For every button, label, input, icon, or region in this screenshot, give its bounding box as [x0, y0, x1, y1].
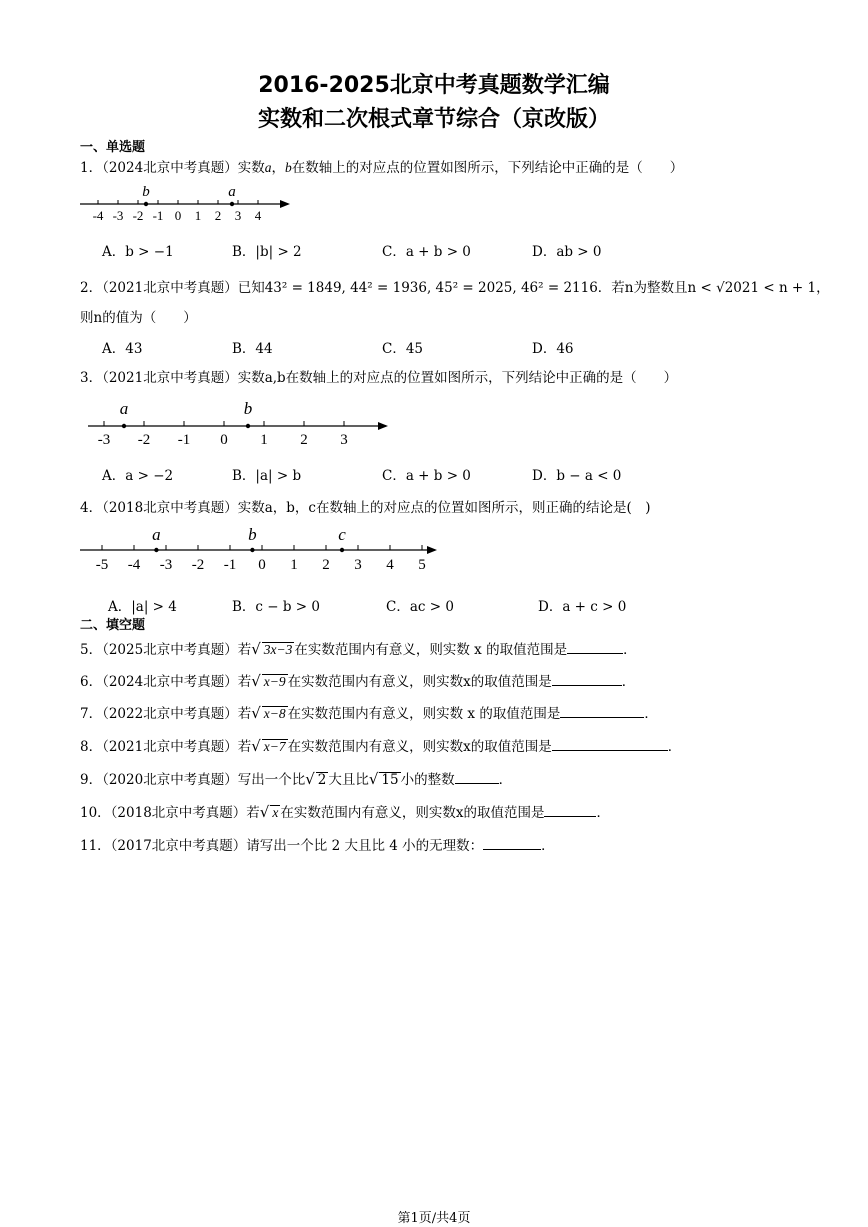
tick-label: -3	[159, 557, 173, 573]
point-b-dot	[246, 424, 250, 428]
q3-option-d[interactable]: D．b − a < 0	[532, 468, 622, 484]
answer-blank-q11[interactable]	[483, 835, 541, 850]
question-2-stem: 2．（2021北京中考真题）已知43² = 1849, 44² = 1936, 45² = 2025, 46² = 2116．若n为整数且n < √2021 < n + 1，	[80, 280, 830, 296]
axis-arrow	[427, 546, 437, 554]
point-b-label: b	[248, 525, 257, 544]
question-7: 7．（2022北京中考真题）若√ x−8 在实数范围内有意义，则实数 x 的取值范围是 ．	[80, 704, 658, 722]
tick-label: 4	[386, 557, 394, 573]
question-11: 11．（2017北京中考真题）请写出一个比 2 大且比 4 小的无理数： ．	[80, 834, 555, 854]
tick-label: 0	[258, 557, 266, 573]
tick-label: 4	[254, 208, 262, 223]
q2-option-c[interactable]: C．45	[382, 341, 424, 357]
tick-label: -1	[223, 557, 237, 573]
tick-label: -2	[137, 432, 151, 448]
point-a-label: a	[119, 399, 129, 418]
page-number: 第1页/共4页	[397, 1211, 471, 1226]
question-2-stem-cont: 则n的值为（ ）	[80, 310, 197, 326]
tick-label: 2	[300, 432, 308, 448]
point-c-label: c	[338, 525, 346, 544]
tick-label: 2	[214, 208, 222, 223]
tick-label: 2	[322, 557, 330, 573]
tick-label: 3	[234, 208, 242, 223]
q1-option-c[interactable]: C．a + b > 0	[382, 244, 471, 260]
point-b-dot	[250, 548, 254, 552]
tick-label: -1	[152, 208, 164, 223]
number-line-q4	[80, 524, 450, 580]
q4-option-c[interactable]: C．ac > 0	[386, 599, 454, 615]
tick-label: 5	[418, 557, 426, 573]
answer-blank-q9[interactable]	[455, 769, 499, 784]
section-heading-single-choice: 一、单选题	[80, 140, 146, 155]
axis-arrow	[280, 200, 290, 208]
axis-arrow	[378, 422, 388, 430]
tick-label: 3	[354, 557, 362, 573]
tick-label: -4	[127, 557, 141, 573]
number-line-q1	[80, 182, 300, 224]
answer-blank-q5[interactable]	[567, 639, 623, 654]
q3-option-b[interactable]: B．|a| > b	[232, 468, 302, 484]
q1-option-a[interactable]: A．b > −1	[102, 244, 174, 260]
q2-option-a[interactable]: A．43	[102, 341, 143, 357]
q4-option-d[interactable]: D．a + c > 0	[538, 599, 627, 615]
point-a-label: a	[228, 184, 236, 200]
question-6: 6．（2024北京中考真题）若√ x−9 在实数范围内有意义，则实数x的取值范围是 ．	[80, 672, 636, 690]
q4-option-b[interactable]: B．c − b > 0	[232, 599, 321, 615]
question-10: 10．（2018北京中考真题）若√ x 在实数范围内有意义，则实数x的取值范围是 ．	[80, 803, 610, 821]
section-heading-fill-blank: 二、填空题	[80, 618, 146, 633]
point-b-label: b	[243, 399, 253, 418]
answer-blank-q10[interactable]	[544, 802, 596, 817]
point-a-dot	[122, 424, 126, 428]
q3-option-a[interactable]: A．a > −2	[102, 468, 174, 484]
answer-blank-q8[interactable]	[552, 736, 668, 751]
answer-blank-q7[interactable]	[560, 703, 644, 718]
question-4-stem: 4．（2018北京中考真题）实数a，b，c在数轴上的对应点的位置如图所示，则正确的结论是( )	[80, 500, 651, 516]
tick-label: -2	[191, 557, 205, 573]
point-c-dot	[340, 548, 344, 552]
question-8: 8．（2021北京中考真题）若√ x−7 在实数范围内有意义，则实数x的取值范围是 ．	[80, 737, 682, 755]
question-1-stem: 1．（2024北京中考真题）实数a，b在数轴上的对应点的位置如图所示，下列结论中正确的是（ ）	[80, 160, 684, 176]
question-3-stem: 3．（2021北京中考真题）实数a,b在数轴上的对应点的位置如图所示，下列结论中正确的是（ ）	[80, 370, 678, 386]
q1-option-d[interactable]: D．ab > 0	[532, 244, 602, 260]
q4-option-a[interactable]: A．|a| > 4	[108, 599, 177, 615]
tick-label: -1	[177, 432, 191, 448]
tick-label: 0	[220, 432, 228, 448]
tick-label: 1	[290, 557, 298, 573]
tick-label: -2	[132, 208, 144, 223]
answer-blank-q6[interactable]	[552, 671, 622, 686]
number-line-q3	[88, 396, 398, 448]
q1-option-b[interactable]: B．|b| > 2	[232, 244, 302, 260]
question-5: 5．（2025北京中考真题）若√ 3x−3 在实数范围内有意义，则实数 x 的取值范围是 ．	[80, 640, 637, 658]
tick-label: -3	[112, 208, 124, 223]
tick-label: 3	[340, 432, 348, 448]
point-a-dot	[230, 202, 234, 206]
tick-label: -4	[92, 208, 104, 223]
q2-option-b[interactable]: B．44	[232, 341, 273, 357]
tick-label: 1	[194, 208, 202, 223]
document-title-line1: 2016-2025北京中考真题数学汇编	[258, 73, 610, 98]
tick-label: -3	[97, 432, 111, 448]
q3-option-c[interactable]: C．a + b > 0	[382, 468, 471, 484]
point-a-label: a	[152, 525, 161, 544]
point-a-dot	[154, 548, 158, 552]
tick-label: 1	[260, 432, 268, 448]
question-9: 9．（2020北京中考真题）写出一个比√ 2 大且比√ 15 小的整数 ．	[80, 770, 513, 788]
point-b-label: b	[142, 184, 150, 200]
document-title-line2: 实数和二次根式章节综合（京改版）	[257, 107, 610, 132]
point-b-dot	[144, 202, 148, 206]
tick-label: 0	[174, 208, 182, 223]
q2-option-d[interactable]: D．46	[532, 341, 574, 357]
tick-label: -5	[95, 557, 109, 573]
